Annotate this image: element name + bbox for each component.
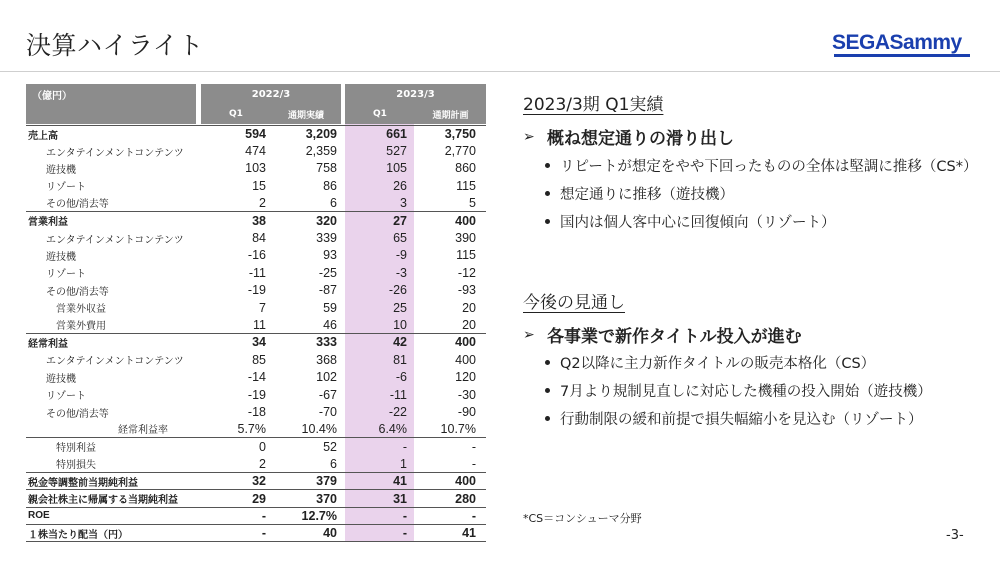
- table-cell: 38: [252, 213, 266, 228]
- table-cell: 34: [252, 335, 266, 350]
- row-label: １株当たり配当（円）: [28, 529, 128, 541]
- bullet-q1-1: リピートが想定をやや下回ったものの全体は堅調に推移（CS*）: [545, 155, 978, 176]
- table-row: [26, 212, 486, 229]
- table-cell: 400: [455, 213, 476, 228]
- table-cell: 25: [393, 300, 407, 315]
- table-cell: 20: [462, 300, 476, 315]
- row-label: 税金等調整前当期純利益: [28, 477, 138, 489]
- table-cell: 120: [455, 370, 476, 385]
- table-cell: -93: [457, 283, 476, 298]
- table-row: [26, 490, 486, 507]
- table-row: [26, 247, 486, 264]
- arrow-icon: ➢: [523, 326, 535, 343]
- footnote: *CS＝コンシューマ分野: [523, 512, 642, 525]
- row-label: エンタテインメントコンテンツ: [46, 147, 184, 159]
- bullet-q1-2: 想定通りに推移（遊技機）: [545, 183, 734, 204]
- table-row: [26, 369, 486, 386]
- table-cell: 115: [456, 248, 476, 263]
- row-label: リゾート: [46, 269, 86, 281]
- table-cell: 41: [393, 474, 407, 489]
- table-cell: 390: [455, 231, 476, 246]
- table-row: [26, 282, 486, 299]
- table-row: [26, 177, 486, 194]
- unit-label: （億円）: [26, 84, 196, 104]
- table-cell: 400: [455, 474, 476, 489]
- table-row: [26, 421, 486, 438]
- table-cell: 860: [455, 161, 476, 176]
- table-cell: 6: [330, 195, 337, 210]
- table-cell: -6: [395, 370, 407, 385]
- table-row: [26, 351, 486, 368]
- table-cell: 368: [316, 352, 337, 367]
- row-label: 営業利益: [28, 217, 68, 229]
- table-row: [26, 316, 486, 333]
- table-row: [26, 334, 486, 351]
- row-label: 特別利益: [56, 443, 96, 455]
- row-label: ROE: [28, 510, 50, 522]
- table-cell: 661: [386, 127, 407, 142]
- table-cell: 85: [252, 352, 266, 367]
- row-label: その他/消去等: [46, 199, 109, 211]
- table-cell: 474: [245, 144, 266, 159]
- table-cell: 379: [316, 474, 337, 489]
- row-label: リゾート: [46, 391, 86, 403]
- bullet-q1-3: 国内は個人客中心に回復傾向（リゾート）: [545, 211, 836, 232]
- row-label: 営業外収益: [56, 304, 106, 316]
- table-cell: -9: [395, 248, 407, 263]
- row-label: 営業外費用: [56, 321, 106, 333]
- table-cell: 400: [455, 352, 476, 367]
- table-cell: -14: [247, 370, 266, 385]
- row-label: エンタテインメントコンテンツ: [46, 234, 184, 246]
- table-cell: 65: [393, 231, 407, 246]
- table-cell: 93: [323, 248, 337, 263]
- bullet-dot-icon: [545, 219, 550, 224]
- subheader-full-2022: 通期実績: [271, 104, 341, 124]
- arrow-icon: ➢: [523, 128, 535, 145]
- sega-sammy-logo: [832, 29, 974, 59]
- bullet-dot-icon: [545, 360, 550, 365]
- table-cell: -16: [247, 248, 266, 263]
- table-cell: 10: [393, 317, 407, 332]
- row-label: 経常利益: [28, 338, 68, 350]
- table-cell: 103: [245, 161, 266, 176]
- table-cell: 11: [253, 317, 266, 332]
- table-cell: -25: [318, 265, 337, 280]
- table-cell: -: [261, 508, 266, 523]
- table-cell: 59: [323, 300, 337, 315]
- key-point-outlook-text: 各事業で新作タイトル投入が進む: [547, 327, 802, 347]
- row-label: 遊技機: [46, 373, 76, 385]
- table-cell: 86: [323, 178, 337, 193]
- table-cell: 5: [469, 195, 476, 210]
- table-cell: 3,209: [305, 127, 337, 142]
- table-cell: 0: [259, 439, 266, 454]
- table-cell: 29: [252, 491, 266, 506]
- table-row: [26, 142, 486, 159]
- table-row: [26, 508, 486, 525]
- table-cell: -: [471, 508, 476, 523]
- table-cell: 115: [456, 178, 476, 193]
- table-cell: 102: [316, 370, 337, 385]
- key-point-q1: [523, 124, 734, 149]
- table-cell: 3: [400, 195, 407, 210]
- table-cell: 370: [316, 491, 337, 506]
- table-cell: -12: [457, 265, 476, 280]
- table-cell: 2,770: [444, 144, 476, 159]
- table-cell: 400: [455, 335, 476, 350]
- bullet-dot-icon: [545, 163, 550, 168]
- subheader-plan-2023: 通期計画: [415, 104, 486, 124]
- table-cell: 320: [316, 213, 337, 228]
- fy-2023-header: 2023/3: [345, 84, 486, 104]
- table-cell: 46: [323, 317, 337, 332]
- table-cell: -19: [247, 387, 266, 402]
- row-label: エンタテインメントコンテンツ: [46, 356, 184, 368]
- row-label: リゾート: [46, 182, 86, 194]
- row-label: 遊技機: [46, 251, 76, 263]
- table-cell: 15: [252, 178, 266, 193]
- table-cell: -30: [457, 387, 476, 402]
- table-cell: -: [402, 439, 407, 454]
- row-label: 親会社株主に帰属する当期純利益: [28, 495, 178, 507]
- table-cell: -70: [318, 405, 337, 420]
- bullet-dot-icon: [545, 416, 550, 421]
- subheader-q1-2023: Q1: [345, 104, 415, 124]
- bullet-outlook-2: 7月より規制見直しに対応した機種の投入開始（遊技機）: [545, 380, 932, 401]
- table-cell: -87: [318, 283, 337, 298]
- page-number: -3-: [946, 528, 964, 543]
- bullet-outlook-3: 行動制限の緩和前提で損失幅縮小を見込む（リゾート）: [545, 408, 923, 429]
- row-label: 売上高: [28, 130, 58, 142]
- table-row: [26, 456, 486, 473]
- table-cell: -: [471, 456, 476, 471]
- bullet-dot-icon: [545, 191, 550, 196]
- table-cell: 6.4%: [378, 421, 407, 436]
- table-row: [26, 299, 486, 316]
- table-row: [26, 195, 486, 212]
- table-cell: -26: [388, 283, 407, 298]
- row-label: 遊技機: [46, 164, 76, 176]
- section-title-outlook: 今後の見通し: [523, 293, 625, 313]
- table-cell: 27: [393, 213, 407, 228]
- key-point-q1-text: 概ね想定通りの滑り出し: [547, 129, 734, 149]
- bullet-dot-icon: [545, 388, 550, 393]
- table-cell: -18: [247, 405, 266, 420]
- table-cell: 84: [252, 231, 266, 246]
- table-subheader-row: [26, 104, 486, 124]
- table-cell: -: [402, 508, 407, 523]
- table-cell: 12.7%: [301, 508, 337, 523]
- table-row: [26, 473, 486, 490]
- table-cell: 333: [316, 335, 337, 350]
- table-cell: -: [471, 439, 476, 454]
- table-cell: 339: [316, 231, 337, 246]
- table-cell: 5.7%: [237, 421, 266, 436]
- table-cell: 3,750: [444, 127, 476, 142]
- table-row: [26, 125, 486, 142]
- row-label: 特別損失: [56, 460, 96, 472]
- table-cell: 10.7%: [440, 421, 476, 436]
- table-cell: -: [402, 526, 407, 541]
- table-cell: 20: [462, 317, 476, 332]
- table-cell: 594: [245, 127, 266, 142]
- table-cell: 2: [259, 195, 266, 210]
- table-row: [26, 160, 486, 177]
- row-label: その他/消去等: [46, 408, 109, 420]
- table-cell: 41: [462, 526, 476, 541]
- table-cell: 6: [330, 456, 337, 471]
- table-cell: 31: [393, 491, 407, 506]
- table-cell: 52: [323, 439, 337, 454]
- table-cell: 280: [455, 491, 476, 506]
- table-cell: 2,359: [305, 144, 337, 159]
- table-header-row: [26, 84, 486, 104]
- table-cell: 105: [386, 161, 407, 176]
- table-cell: -11: [248, 265, 266, 280]
- table-cell: -67: [318, 387, 337, 402]
- table-cell: -19: [247, 283, 266, 298]
- table-cell: -22: [388, 405, 407, 420]
- section-title-q1-results: 2023/3期 Q1実績: [523, 95, 664, 115]
- table-cell: 758: [316, 161, 337, 176]
- table-cell: 81: [393, 352, 407, 367]
- table-row: [26, 264, 486, 281]
- table-cell: -3: [395, 265, 407, 280]
- table-row: [26, 525, 486, 542]
- fy-2022-header: 2022/3: [201, 84, 341, 104]
- svg-text:SEGASammy: SEGASammy: [832, 31, 962, 54]
- header-divider: [0, 71, 1000, 72]
- table-row: [26, 229, 486, 246]
- table-cell: 40: [323, 526, 337, 541]
- table-cell: 1: [400, 456, 407, 471]
- table-cell: 7: [259, 300, 266, 315]
- page-title: 決算ハイライト: [26, 31, 204, 60]
- table-cell: 42: [393, 335, 407, 350]
- key-point-outlook: [523, 322, 802, 347]
- subheader-q1-2022: Q1: [201, 104, 271, 124]
- table-cell: 26: [393, 178, 407, 193]
- table-cell: -11: [389, 387, 407, 402]
- table-cell: 2: [259, 456, 266, 471]
- row-label: 経常利益率: [118, 425, 168, 437]
- table-row: [26, 403, 486, 420]
- bullet-outlook-1: Q2以降に主力新作タイトルの販売本格化（CS）: [545, 352, 875, 373]
- table-row: [26, 438, 486, 455]
- table-cell: -: [261, 526, 266, 541]
- table-cell: -90: [457, 405, 476, 420]
- subheader-blank: [26, 104, 196, 124]
- table-cell: 10.4%: [301, 421, 337, 436]
- table-cell: 32: [252, 474, 266, 489]
- table-cell: 527: [386, 144, 407, 159]
- row-label: その他/消去等: [46, 286, 109, 298]
- table-row: [26, 386, 486, 403]
